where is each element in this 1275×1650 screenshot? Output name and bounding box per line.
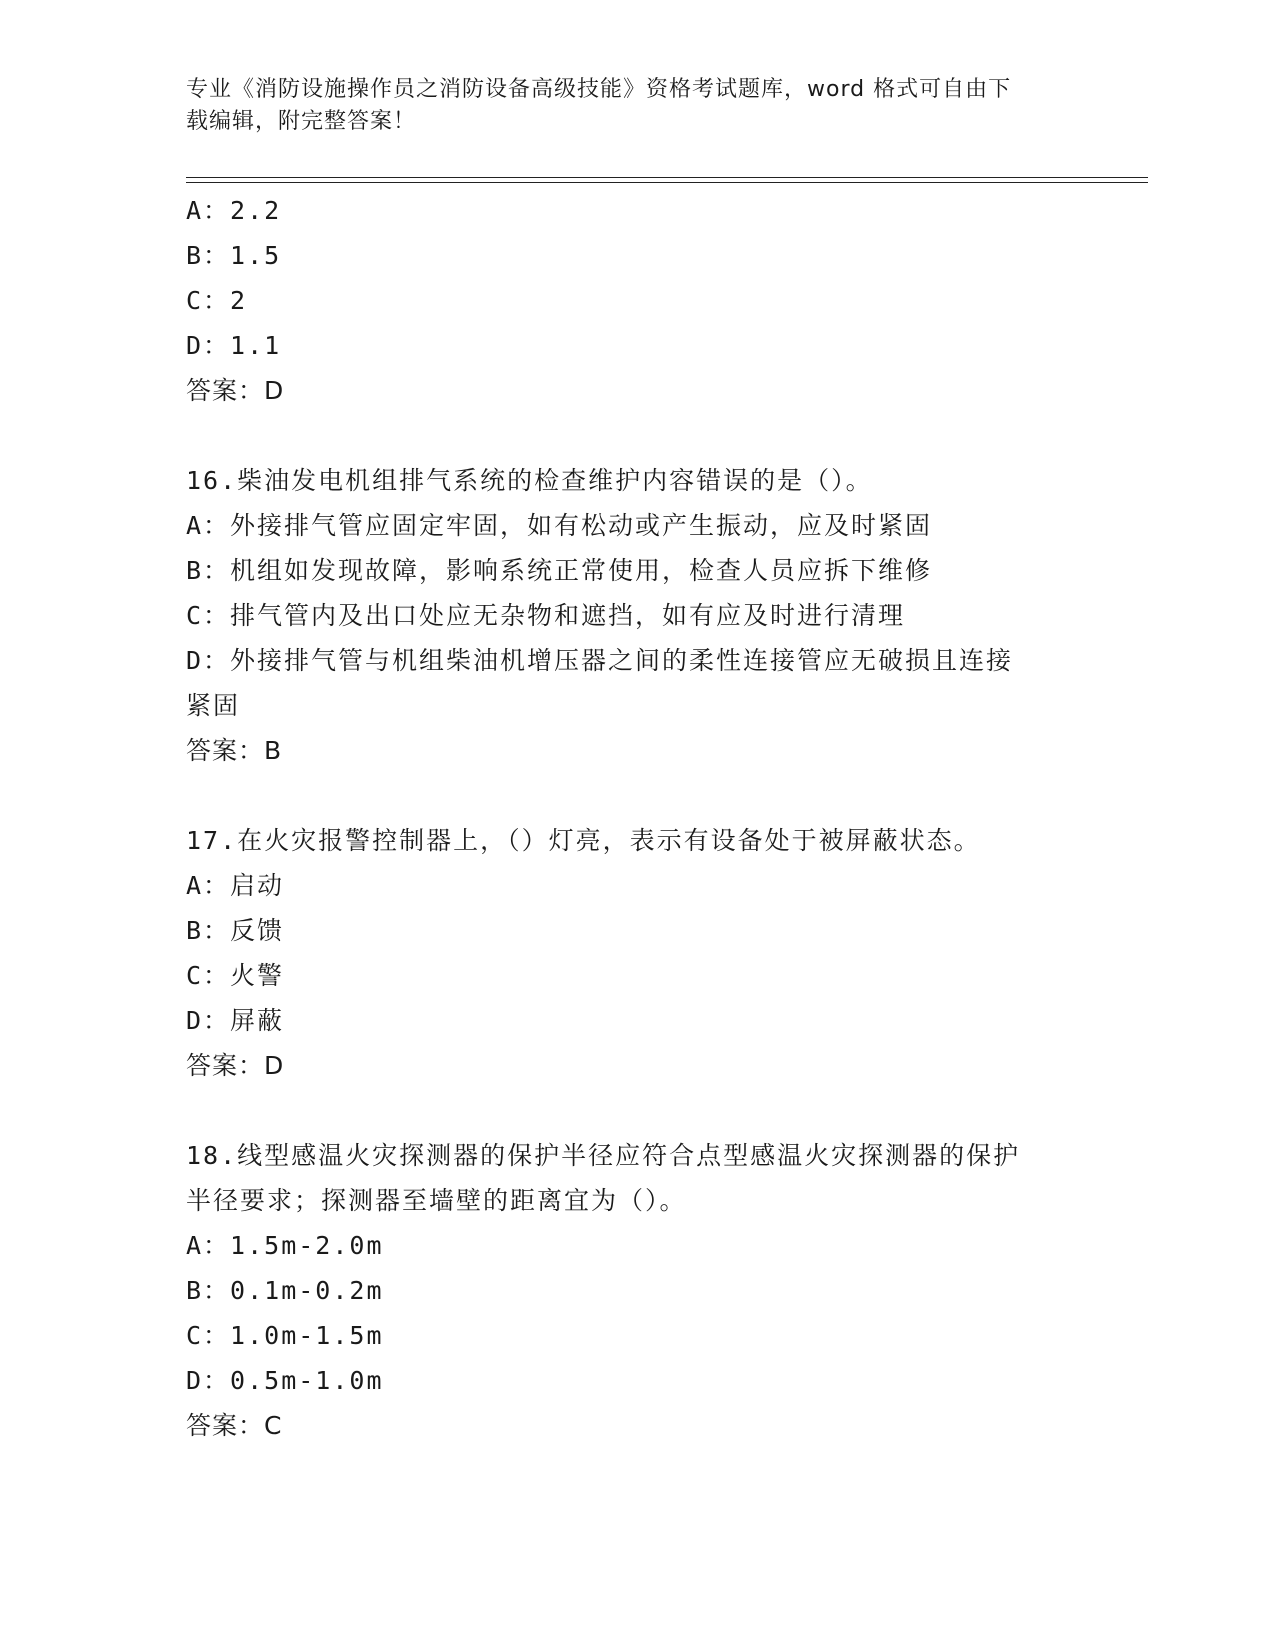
answer-label: 答案：C (186, 1411, 283, 1440)
option-b: B：1.5 (186, 241, 282, 270)
option-a: A：外接排气管应固定牢固，如有松动或产生振动，应及时紧固 (186, 511, 933, 540)
option-a: A：2.2 (186, 196, 282, 225)
option-c: C：1.0m-1.5m (186, 1321, 384, 1350)
option-b: B：0.1m-0.2m (186, 1276, 384, 1305)
option-d: D：屏蔽 (186, 1006, 285, 1035)
option-d: D：外接排气管与机组柴油机增压器之间的柔性连接管应无破损且连接 (186, 646, 1014, 675)
question-16 (186, 458, 1086, 773)
question-15 (186, 188, 1086, 413)
question-stem-line-2: 半径要求；探测器至墙壁的距离宜为（）。 (186, 1186, 687, 1215)
option-a: A：启动 (186, 871, 285, 900)
header-title-line-1: 专业《消防设施操作员之消防设备高级技能》资格考试题库，word 格式可自由下 (186, 77, 1012, 102)
option-d: D：1.1 (186, 331, 282, 360)
question-stem: 16.柴油发电机组排气系统的检查维护内容错误的是（）。 (186, 466, 873, 495)
option-c: C：排气管内及出口处应无杂物和遮挡，如有应及时进行清理 (186, 601, 906, 630)
option-c: C：2 (186, 286, 248, 315)
question-18 (186, 1133, 1086, 1448)
question-17 (186, 818, 1086, 1088)
option-d: D：0.5m-1.0m (186, 1366, 384, 1395)
answer-label: 答案：D (186, 376, 285, 405)
question-list (186, 188, 1086, 1448)
option-c: C：火警 (186, 961, 285, 990)
option-b: B：反馈 (186, 916, 285, 945)
header-rule-bottom (186, 182, 1148, 183)
header-rule-top (186, 177, 1148, 178)
answer-label: 答案：B (186, 736, 283, 765)
header-title-line-2: 载编辑，附完整答案！ (186, 109, 417, 134)
option-b: B：机组如发现故障，影响系统正常使用，检查人员应拆下维修 (186, 556, 933, 585)
question-stem-line-1: 18.线型感温火灾探测器的保护半径应符合点型感温火灾探测器的保护 (186, 1141, 1021, 1170)
answer-label: 答案：D (186, 1051, 285, 1080)
option-d-continued: 紧固 (186, 691, 241, 720)
option-a: A：1.5m-2.0m (186, 1231, 384, 1260)
question-stem: 17.在火灾报警控制器上，（）灯亮，表示有设备处于被屏蔽状态。 (186, 826, 981, 855)
document-header (186, 74, 1066, 138)
